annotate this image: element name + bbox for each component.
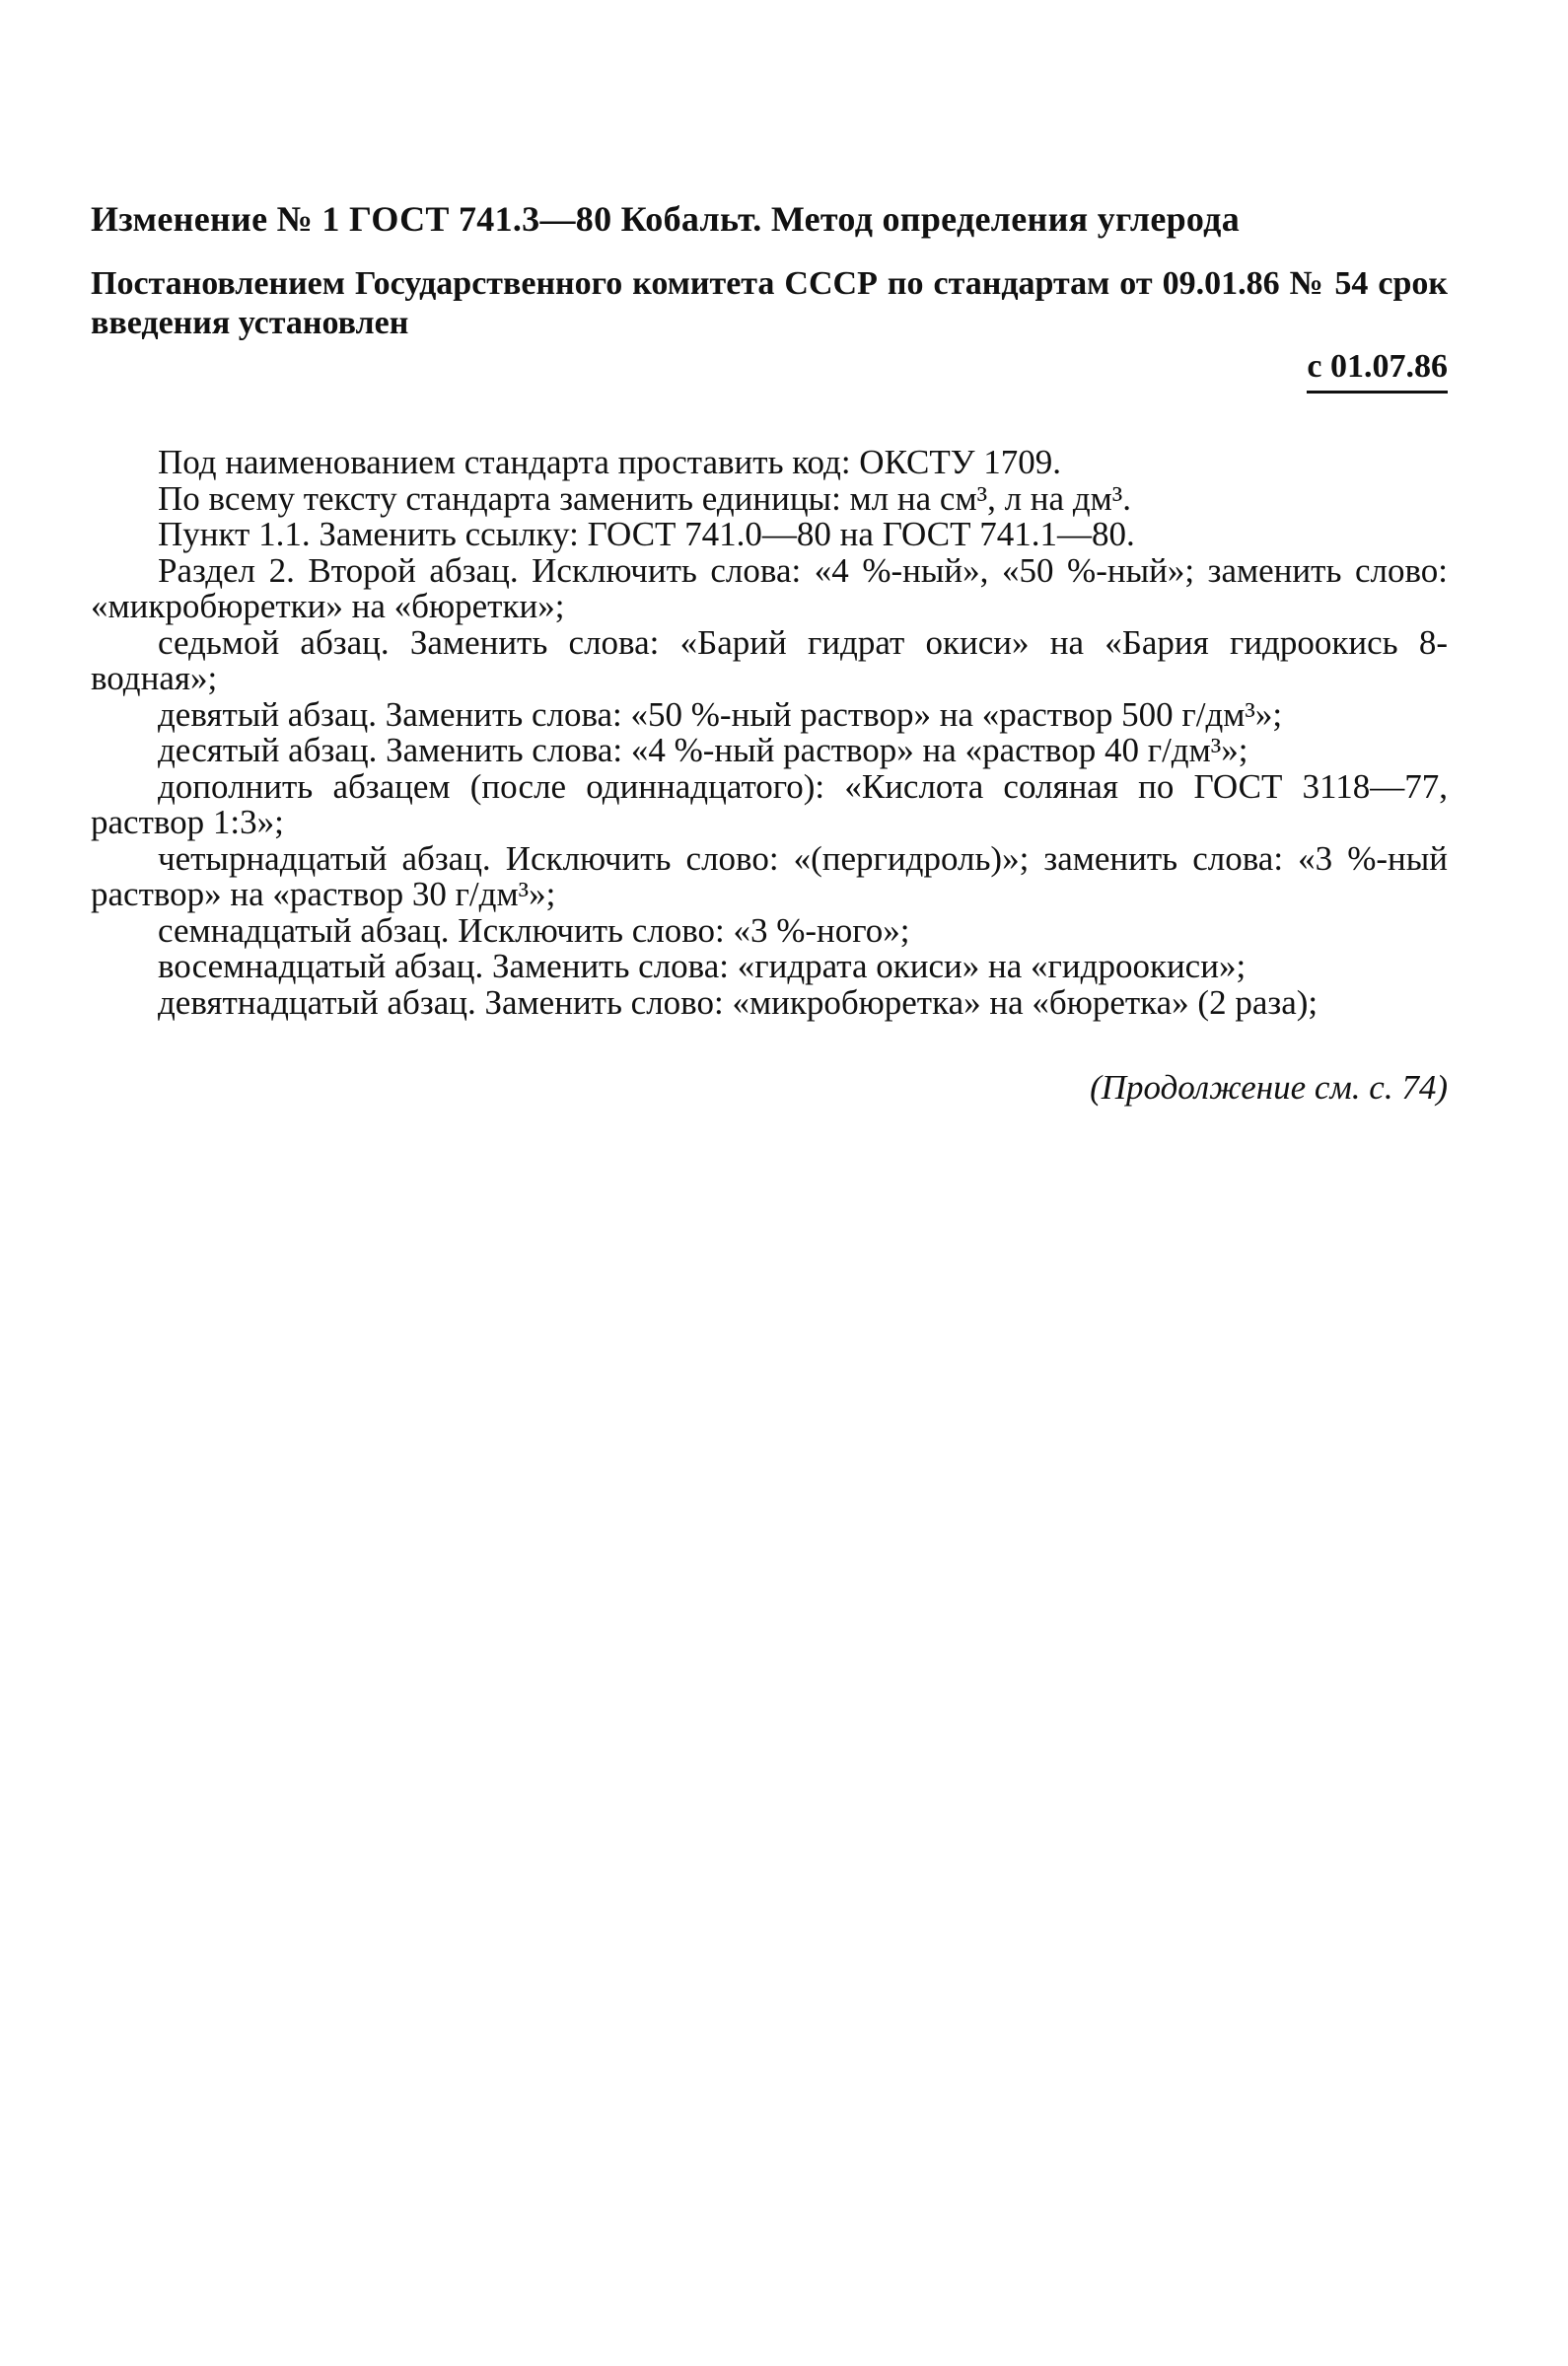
- effective-date: с 01.07.86: [1307, 347, 1448, 394]
- amendment-paragraph: Под наименованием стандарта проставить код: ОКСТУ 1709.: [158, 443, 1062, 481]
- amendment-paragraph: По всему тексту стандарта заменить единицы: мл на см³, л на дм³.: [158, 478, 1132, 518]
- document-title: Изменение № 1 ГОСТ 741.3—80 Кобальт. Метод определения углерода: [91, 199, 1240, 239]
- amendment-paragraph: Раздел 2. Второй абзац. Исключить слова: «4 %-ный», «50 %-ный»; заменить слово: «микробюретки» на «бюретки»;: [91, 550, 1448, 625]
- amendment-paragraph: дополнить абзацем (после одиннадцатого): «Кислота соляная по ГОСТ 3118—77, раствор 1:3»;: [91, 766, 1448, 841]
- amendment-paragraph: восемнадцатый абзац. Заменить слова: «гидрата окиси» на «гидроокиси»;: [158, 947, 1247, 985]
- decree-text: Постановлением Государственного комитета СССР по стандартам от 09.01.86 № 54 срок введения установлен: [91, 265, 1448, 341]
- amendment-body: [91, 445, 1448, 1021]
- document-page: [91, 197, 1448, 1108]
- amendment-paragraph: девятнадцатый абзац. Заменить слово: «микробюретка» на «бюретка» (2 раза);: [158, 982, 1319, 1022]
- amendment-paragraph: четырнадцатый абзац. Исключить слово: «(пергидроль)»; заменить слова: «3 %-ный раствор» на «раствор 30 г/дм³»;: [91, 838, 1448, 913]
- amendment-paragraph: седьмой абзац. Заменить слова: «Барий гидрат окиси» на «Бария гидроокись 8-водная»;: [91, 622, 1448, 697]
- amendment-paragraph: Пункт 1.1. Заменить ссылку: ГОСТ 741.0—80 на ГОСТ 741.1—80.: [158, 515, 1135, 553]
- continuation-note: (Продолжение см. с. 74): [1090, 1068, 1448, 1107]
- amendment-paragraph: десятый абзац. Заменить слова: «4 %-ный раствор» на «раствор 40 г/дм³»;: [158, 731, 1248, 769]
- effective-date-row: [91, 347, 1448, 394]
- continuation-row: [91, 1068, 1448, 1108]
- amendment-paragraph: семнадцатый абзац. Исключить слово: «3 %-ного»;: [158, 910, 910, 950]
- amendment-paragraph: девятый абзац. Заменить слова: «50 %-ный раствор» на «раствор 500 г/дм³»;: [158, 694, 1283, 734]
